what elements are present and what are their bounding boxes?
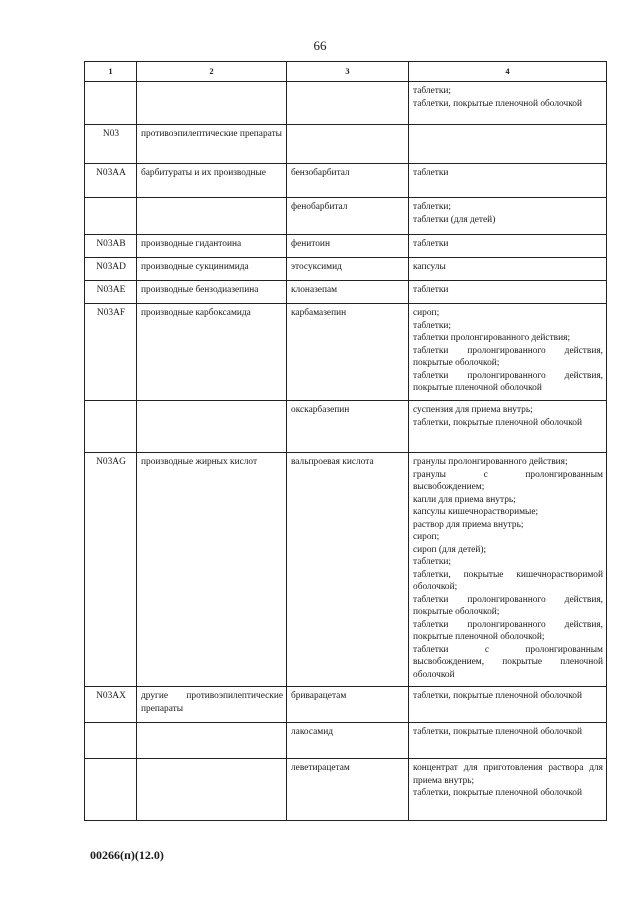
table-row bbox=[85, 235, 607, 258]
atc-code-cell bbox=[85, 759, 137, 821]
atc-code-cell bbox=[85, 401, 137, 453]
atc-code-cell: N03AF bbox=[85, 304, 137, 401]
medication-table bbox=[84, 61, 607, 821]
dosage-form-cell: таблетки bbox=[409, 164, 607, 198]
dosage-form-cell: таблетки; таблетки, покрытые пленочной оболочкой bbox=[409, 82, 607, 125]
dosage-form-cell: сироп; таблетки; таблетки пролонгированного действия; таблетки пролонгированного действия, покрытые оболочкой; таблетки пролонгированного действия, покрытые пленочной оболочкой bbox=[409, 304, 607, 401]
dosage-form-cell: таблетки bbox=[409, 281, 607, 304]
dosage-form-cell bbox=[409, 125, 607, 164]
drug-name-cell: лакосамид bbox=[287, 723, 409, 759]
header-row bbox=[85, 62, 607, 82]
atc-code-cell bbox=[85, 723, 137, 759]
atc-code-cell bbox=[85, 82, 137, 125]
table-row bbox=[85, 164, 607, 198]
atc-code-cell: N03 bbox=[85, 125, 137, 164]
drug-name-cell bbox=[287, 125, 409, 164]
drug-name-cell: вальпроевая кислота bbox=[287, 453, 409, 687]
drug-name-cell bbox=[287, 82, 409, 125]
table-row bbox=[85, 304, 607, 401]
pharmacological-group-cell: производные карбоксамида bbox=[137, 304, 287, 401]
pharmacological-group-cell: производные сукцинимида bbox=[137, 258, 287, 281]
table-row bbox=[85, 453, 607, 687]
pharmacological-group-cell bbox=[137, 759, 287, 821]
header-col-4: 4 bbox=[409, 62, 607, 82]
dosage-form-cell: таблетки; таблетки (для детей) bbox=[409, 198, 607, 235]
drug-name-cell: клоназепам bbox=[287, 281, 409, 304]
atc-code-cell: N03AB bbox=[85, 235, 137, 258]
pharmacological-group-cell bbox=[137, 198, 287, 235]
drug-name-cell: карбамазепин bbox=[287, 304, 409, 401]
pharmacological-group-cell: барбитураты и их производные bbox=[137, 164, 287, 198]
dosage-form-cell: таблетки, покрытые пленочной оболочкой bbox=[409, 687, 607, 723]
table-row bbox=[85, 258, 607, 281]
pharmacological-group-cell: производные жирных кислот bbox=[137, 453, 287, 687]
dosage-form-cell: таблетки, покрытые пленочной оболочкой bbox=[409, 723, 607, 759]
pharmacological-group-cell bbox=[137, 401, 287, 453]
dosage-form-cell: концентрат для приготовления раствора для приема внутрь; таблетки, покрытые пленочной оболочкой bbox=[409, 759, 607, 821]
drug-name-cell: окскарбазепин bbox=[287, 401, 409, 453]
table-body bbox=[85, 82, 607, 821]
header-col-3: 3 bbox=[287, 62, 409, 82]
atc-code-cell: N03AG bbox=[85, 453, 137, 687]
dosage-form-cell: гранулы пролонгированного действия; гранулы с пролонгированным высвобождением; капли для приема внутрь; капсулы кишечнорастворимые; раствор для приема внутрь; сироп; сироп (для детей); таблетки; таблетки, покрытые кишечнорастворимой оболочкой; таблетки пролонгированного действия, покрытые оболочкой; таблетки пролонгированного действия, покрытые пленочной оболочкой; таблетки с пролонгированным высвобождением, покрытые пленочной оболочкой bbox=[409, 453, 607, 687]
drug-name-cell: бензобарбитал bbox=[287, 164, 409, 198]
pharmacological-group-cell: производные бензодиазепина bbox=[137, 281, 287, 304]
drug-name-cell: фенобарбитал bbox=[287, 198, 409, 235]
pharmacological-group-cell: противоэпилептические препараты bbox=[137, 125, 287, 164]
table-row bbox=[85, 82, 607, 125]
table-row bbox=[85, 723, 607, 759]
document-code: 00266(п)(12.0) bbox=[90, 848, 164, 862]
dosage-form-cell: суспензия для приема внутрь; таблетки, покрытые пленочной оболочкой bbox=[409, 401, 607, 453]
pharmacological-group-cell: производные гидантоина bbox=[137, 235, 287, 258]
atc-code-cell: N03AA bbox=[85, 164, 137, 198]
dosage-form-cell: таблетки bbox=[409, 235, 607, 258]
drug-name-cell: бриварацетам bbox=[287, 687, 409, 723]
pharmacological-group-cell bbox=[137, 82, 287, 125]
drug-name-cell: этосуксимид bbox=[287, 258, 409, 281]
pharmacological-group-cell: другие противоэпилептические препараты bbox=[137, 687, 287, 723]
atc-code-cell bbox=[85, 198, 137, 235]
table-row bbox=[85, 687, 607, 723]
atc-code-cell: N03AD bbox=[85, 258, 137, 281]
atc-code-cell: N03AX bbox=[85, 687, 137, 723]
table-row bbox=[85, 198, 607, 235]
pharmacological-group-cell bbox=[137, 723, 287, 759]
header-col-2: 2 bbox=[137, 62, 287, 82]
table-row bbox=[85, 125, 607, 164]
table-row bbox=[85, 401, 607, 453]
dosage-form-cell: капсулы bbox=[409, 258, 607, 281]
atc-code-cell: N03AE bbox=[85, 281, 137, 304]
drug-name-cell: фенитоин bbox=[287, 235, 409, 258]
drug-name-cell: леветирацетам bbox=[287, 759, 409, 821]
page-number: 66 bbox=[313, 38, 327, 53]
table-row bbox=[85, 759, 607, 821]
table-row bbox=[85, 281, 607, 304]
header-col-1: 1 bbox=[85, 62, 137, 82]
